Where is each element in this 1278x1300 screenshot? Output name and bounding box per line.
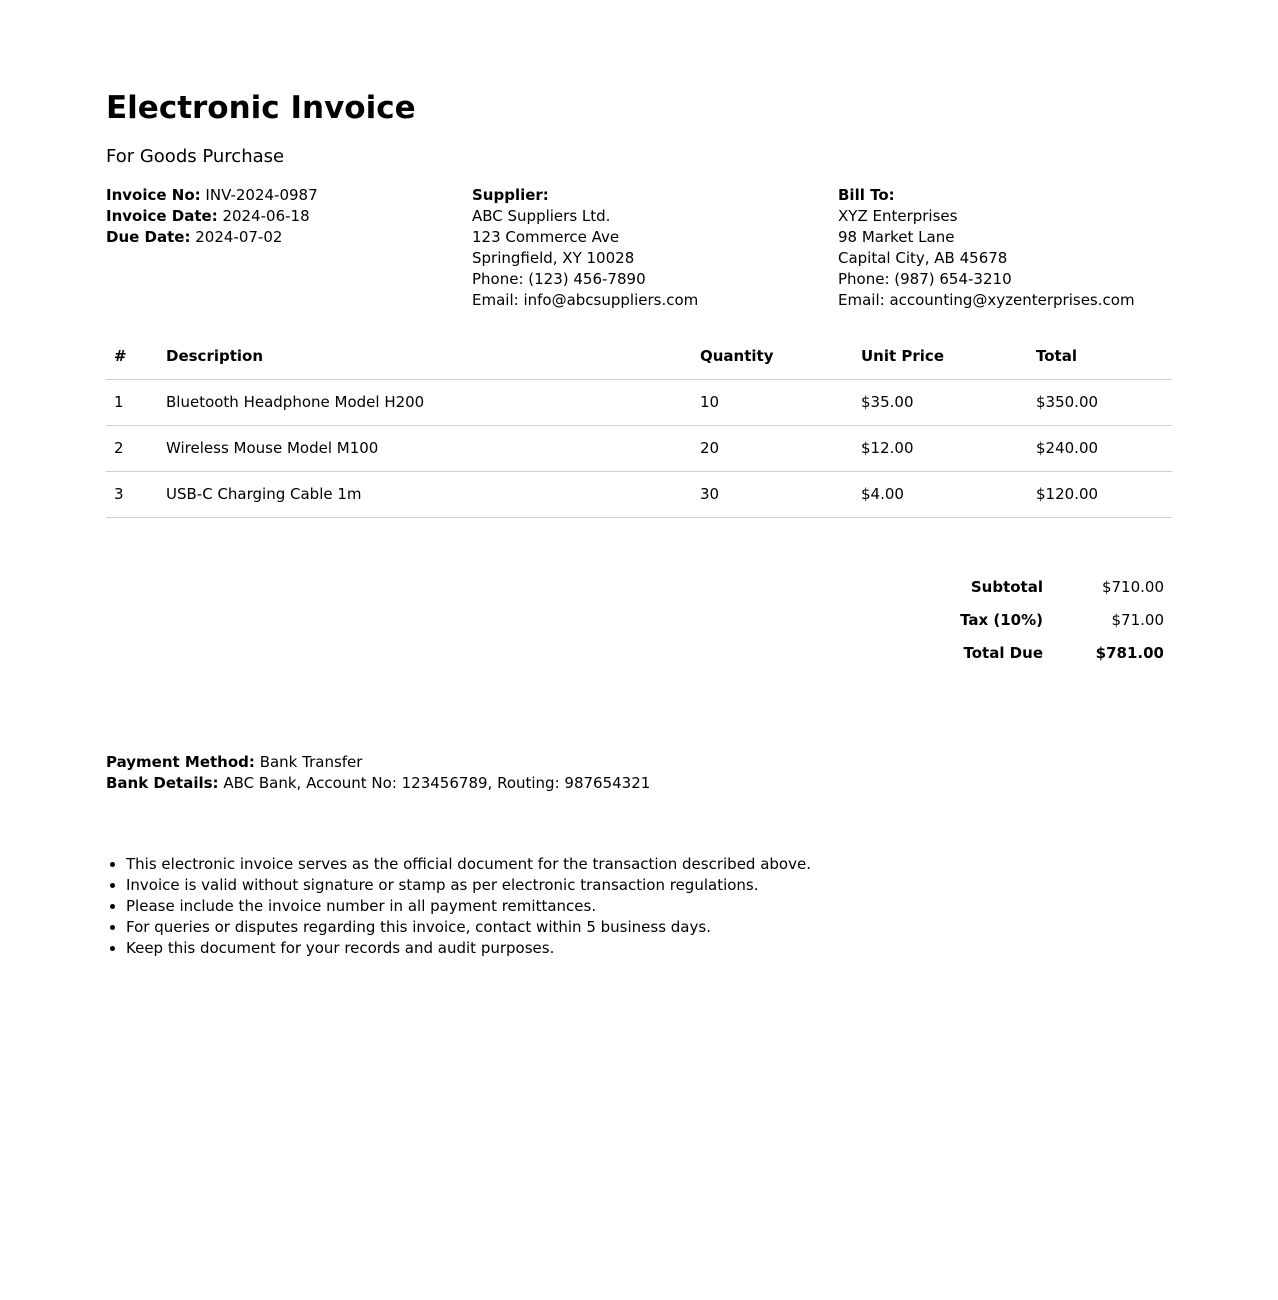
invoice-date-label: Invoice Date: — [106, 207, 218, 225]
due-date-value: 2024-07-02 — [195, 228, 283, 246]
invoice-date-line — [106, 206, 446, 227]
bill-to-block — [838, 185, 1178, 311]
terms-list — [106, 854, 811, 959]
page-subtitle: For Goods Purchase — [106, 146, 285, 167]
invoice-number-value: INV-2024-0987 — [205, 186, 318, 204]
subtotal-value: $710.00 — [1101, 578, 1164, 596]
bill-to-phone: Phone: (987) 654-3210 — [838, 270, 1012, 288]
total-due-row — [895, 637, 1172, 670]
list-item: • Invoice is valid without signature or stamp as per electronic transaction regulations. — [126, 875, 811, 896]
row-description: Wireless Mouse Model M100 — [158, 426, 692, 472]
table-row — [106, 472, 1172, 518]
bill-to-name: XYZ Enterprises — [838, 207, 958, 225]
payment-method-value: Bank Transfer — [259, 753, 363, 771]
row-unit-price: $4.00 — [853, 472, 1028, 518]
total-due-value: $781.00 — [1095, 644, 1164, 662]
page-title: Electronic Invoice — [106, 90, 416, 126]
payment-info — [106, 752, 650, 794]
column-header-total: Total — [1028, 334, 1172, 380]
invoice-number-label: Invoice No: — [106, 186, 201, 204]
row-number: 3 — [106, 472, 158, 518]
row-unit-price: $12.00 — [853, 426, 1028, 472]
row-description: Bluetooth Headphone Model H200 — [158, 380, 692, 426]
column-header-description: Description — [158, 334, 692, 380]
line-items-table — [106, 334, 1172, 518]
bill-to-address-line1: 98 Market Lane — [838, 228, 955, 246]
tax-value: $71.00 — [1111, 611, 1164, 629]
payment-method-line — [106, 752, 650, 773]
row-unit-price: $35.00 — [853, 380, 1028, 426]
table-row — [106, 380, 1172, 426]
row-number: 1 — [106, 380, 158, 426]
row-total: $350.00 — [1028, 380, 1172, 426]
list-item: • For queries or disputes regarding this invoice, contact within 5 business days. — [126, 917, 811, 938]
bank-details-label: Bank Details: — [106, 774, 219, 792]
subtotal-row — [895, 571, 1172, 604]
column-header-quantity: Quantity — [692, 334, 853, 380]
supplier-block — [472, 185, 812, 311]
invoice-date-value: 2024-06-18 — [222, 207, 310, 225]
column-header-number: # — [106, 334, 158, 380]
row-description: USB-C Charging Cable 1m — [158, 472, 692, 518]
row-quantity: 30 — [692, 472, 853, 518]
totals-table — [895, 571, 1172, 670]
supplier-address-line2: Springfield, XY 10028 — [472, 249, 635, 267]
table-header-row — [106, 334, 1172, 380]
row-total: $240.00 — [1028, 426, 1172, 472]
due-date-label: Due Date: — [106, 228, 191, 246]
total-due-label: Total Due — [963, 644, 1043, 662]
table-row — [106, 426, 1172, 472]
due-date-line — [106, 227, 446, 248]
bank-details-value: ABC Bank, Account No: 123456789, Routing: 987654321 — [223, 774, 651, 792]
row-quantity: 10 — [692, 380, 853, 426]
supplier-name: ABC Suppliers Ltd. — [472, 207, 611, 225]
list-item: • This electronic invoice serves as the official document for the transaction described above. — [126, 854, 811, 875]
bill-to-address-line2: Capital City, AB 45678 — [838, 249, 1008, 267]
tax-row — [895, 604, 1172, 637]
bill-to-label: Bill To: — [838, 186, 895, 204]
payment-method-label: Payment Method: — [106, 753, 255, 771]
supplier-address-line1: 123 Commerce Ave — [472, 228, 620, 246]
supplier-phone: Phone: (123) 456-7890 — [472, 270, 646, 288]
subtotal-label: Subtotal — [970, 578, 1043, 596]
bill-to-email: Email: accounting@xyzenterprises.com — [838, 291, 1135, 309]
row-total: $120.00 — [1028, 472, 1172, 518]
invoice-meta — [106, 185, 446, 248]
column-header-unit-price: Unit Price — [853, 334, 1028, 380]
row-number: 2 — [106, 426, 158, 472]
supplier-email: Email: info@abcsuppliers.com — [472, 291, 699, 309]
invoice-number-line — [106, 185, 446, 206]
supplier-label: Supplier: — [472, 186, 549, 204]
tax-label: Tax (10%) — [960, 611, 1043, 629]
list-item: • Please include the invoice number in all payment remittances. — [126, 896, 811, 917]
row-quantity: 20 — [692, 426, 853, 472]
list-item: • Keep this document for your records and audit purposes. — [126, 938, 811, 959]
bank-details-line — [106, 773, 650, 794]
